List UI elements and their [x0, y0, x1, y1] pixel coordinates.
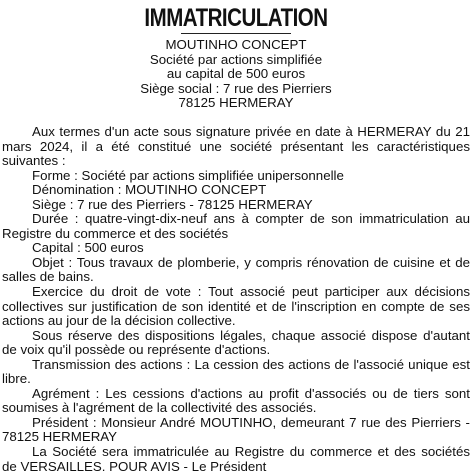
paragraph-forme: Forme : Société par actions simplifiée unipersonnelle: [32, 167, 344, 183]
paragraph-registre: La Société sera immatriculée au Registre du commerce et des sociétés de VERSAILLES. POUR AVIS - Le Président: [2, 444, 470, 474]
notice-title: IMMATRICULATION: [144, 4, 328, 32]
paragraph-agrement: Agrément : Les cessions d'actions au profit d'associés ou de tiers sont soumises à l'agrément de la collectivité des associés.: [2, 385, 470, 416]
paragraph-intro: Aux termes d'un acte sous signature privée en date à HERMERAY du 21 mars 2024, il a été constitué une société présentant les caractéristiques suivantes :: [2, 123, 470, 169]
company-capital: au capital de 500 euros: [166, 66, 306, 82]
company-city: 78125 HERMERAY: [178, 95, 294, 111]
paragraph-objet: Objet : Tous travaux de plomberie, y compris rénovation de cuisine et de salles de bains.: [2, 254, 470, 285]
paragraph-siege: Siège : 7 rue des Pierriers - 78125 HERMERAY: [32, 196, 313, 212]
company-header: [2, 38, 470, 111]
paragraph-capital: Capital : 500 euros: [32, 240, 144, 256]
company-address: Siège social : 7 rue des Pierriers: [140, 80, 332, 96]
paragraph-voix: Sous réserve des dispositions légales, chaque associé dispose d'autant de voix qu'il possède ou représente d'actions.: [2, 327, 470, 358]
paragraph-duree: Durée : quatre-vingt-dix-neuf ans à compter de son immatriculation au Registre du commerce et des sociétés: [2, 211, 470, 241]
paragraph-president: Président : Monsieur André MOUTINHO, demeurant 7 rue des Pierriers - 78125 HERMERAY: [2, 414, 470, 445]
paragraph-droit-de-vote: Exercice du droit de vote : Tout associé peut participer aux décisions collectives sur justification de son identité et de l'inscription en compte de ses actions au jour de la décision collective.: [2, 283, 470, 329]
notice-body: [2, 125, 470, 474]
paragraph-denomination: Dénomination : MOUTINHO CONCEPT: [32, 182, 267, 198]
company-type: Société par actions simplifiée: [149, 51, 323, 67]
paragraph-transmission: Transmission des actions : La cession des actions de l'associé unique est libre.: [2, 356, 470, 387]
company-name: MOUTINHO CONCEPT: [165, 37, 307, 52]
title-divider: [181, 33, 291, 34]
